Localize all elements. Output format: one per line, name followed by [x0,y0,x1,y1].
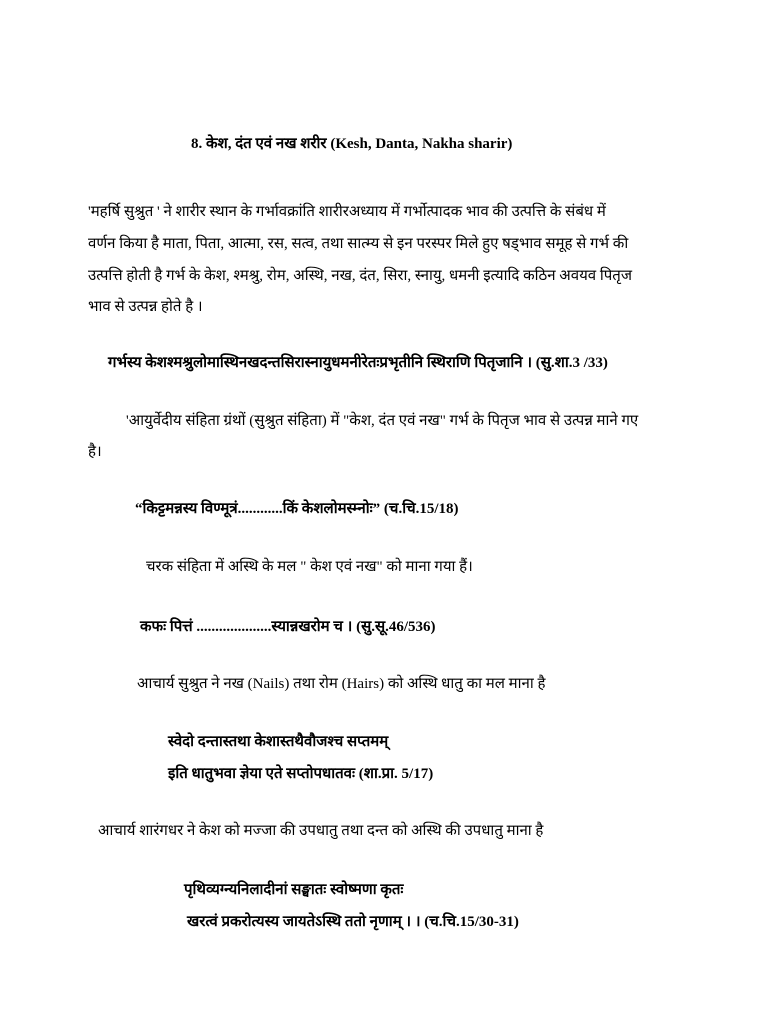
shloka-sushruta-sutra: कफः पित्तं ....................स्यान्नखरोम च । (सु.सू.46/536) [140,619,436,635]
shloka-line: स्वेदो दन्तास्तथा केशास्तथैवौजश्च सप्तमम् [168,734,389,750]
paragraph-sharangdhar: आचार्य शारंगधर ने केश को मज्जा की उपधातु तथा दन्त को अस्थि की उपधातु माना है [98,823,544,839]
paragraph-line: 'आयुर्वेदीय संहिता ग्रंथों (सुश्रुत संहिता) में "केश, दंत एवं नख" गर्भ के पितृज भाव से उत्पन्न माने गए [126,413,639,429]
paragraph-line: है। [88,444,102,460]
section-heading: 8. केश, दंत एवं नख शरीर (Kesh, Danta, Nakha sharir) [191,136,513,152]
shloka-line: पृथिव्यग्न्यनिलादीनां सङ्घातः स्वोष्मणा कृतः [184,882,404,898]
paragraph-line: 'महर्षि सुश्रुत ' ने शारीर स्थान के गर्भावक्रांति शारीरअध्याय में गर्भोत्पादक भाव की उत्पत्ति के संबंध में [88,204,606,220]
paragraph-line: उत्पत्ति होती है गर्भ के केश, श्मश्रु, रोम, अस्थि, नख, दंत, सिरा, स्नायु, धमनी इत्यादि कठिन अवयव पितृज [88,268,632,284]
shloka-charak-chikitsa-15-18: “किट्टमन्नस्य विण्मूत्रं............किं केशलोमस्म्नोः” (च.चि.15/18) [135,501,459,517]
paragraph-sushruta-mala: आचार्य सुश्रुत ने नख (Nails) तथा रोम (Hairs) को अस्थि धातु का मल माना है [137,676,546,692]
shloka-line: खरत्वं प्रकरोत्यस्य जायतेऽस्थि ततो नृणाम् । । (च.चि.15/30-31) [187,914,519,930]
paragraph-line: भाव से उत्पन्न होते है । [88,299,203,315]
paragraph-charak-samhita: चरक संहिता में अस्थि के मल " केश एवं नख" को माना गया हैं। [146,559,473,575]
shloka-line: इति धातुभवा ज्ञेया एते सप्तोपधातवः (शा.प्रा. 5/17) [168,766,434,782]
shloka-sushruta-sharir: गर्भस्य केशश्मश्रुलोमास्थिनखदन्तसिरास्नायुधमनीरेतःप्रभृतीनि स्थिराणि पितृजानि । (सु.शा.3 /33) [108,355,608,371]
paragraph-line: वर्णन किया है माता, पिता, आत्मा, रस, सत्व, तथा सात्म्य से इन परस्पर मिले हुए षड्भाव समूह से गर्भ की [88,236,629,252]
